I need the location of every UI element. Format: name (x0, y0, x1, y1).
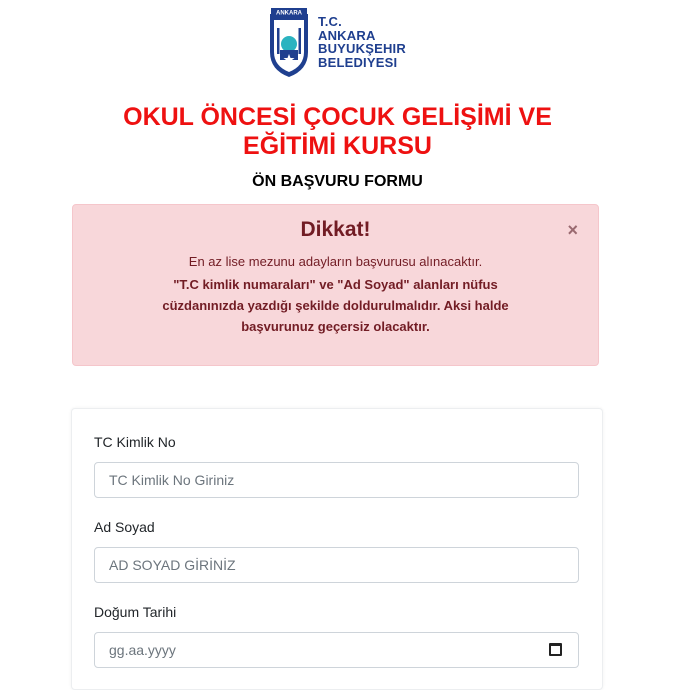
warning-alert (72, 204, 599, 366)
ad-soyad-label: Ad Soyad (94, 519, 155, 535)
dogum-tarihi-label: Doğum Tarihi (94, 604, 177, 620)
ankara-shield-icon (268, 6, 310, 78)
alert-important-message: "T.C kimlik numaraları" ve "Ad Soyad" alanları nüfus cüzdanınızda yazdığı şekilde doldurulmalıdır. Aksi halde başvurunuz geçersiz olacaktır. (162, 277, 509, 334)
page-subtitle: ÖN BAŞVURU FORMU (252, 173, 423, 190)
tc-kimlik-placeholder: TC Kimlik No Giriniz (109, 472, 235, 488)
logo-text: T.C. ANKARA BUYUKŞEHIR BELEDIYESI (318, 14, 406, 70)
application-form (71, 408, 603, 690)
ankara-logo (268, 5, 413, 79)
alert-title: Dikkat! (300, 218, 371, 241)
tc-kimlik-input[interactable] (94, 462, 579, 498)
dogum-tarihi-placeholder: gg.aa.yyyy (109, 642, 176, 658)
page-title: OKUL ÖNCESİ ÇOCUK GELİŞİMİ VE EĞİTİMİ KURSU (123, 103, 552, 160)
calendar-icon[interactable] (549, 643, 562, 656)
dogum-tarihi-input[interactable] (94, 632, 579, 668)
close-icon[interactable]: × (567, 220, 578, 240)
ad-soyad-input[interactable] (94, 547, 579, 583)
ad-soyad-placeholder: AD SOYAD GİRİNİZ (109, 557, 236, 573)
svg-text:ANKARA: ANKARA (276, 10, 302, 17)
alert-message: En az lise mezunu adayların başvurusu alınacaktır. (188, 254, 483, 269)
tc-kimlik-label: TC Kimlik No (94, 434, 176, 450)
